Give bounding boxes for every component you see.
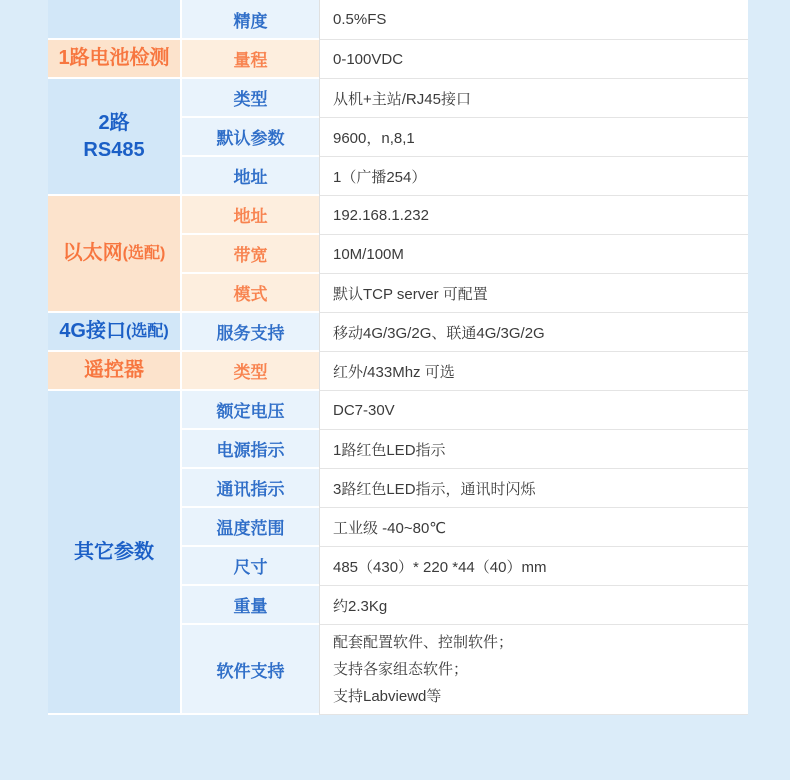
param-cell — [182, 508, 319, 547]
param-label: 通讯指示 — [216, 480, 285, 499]
table-row — [182, 79, 748, 118]
category-label-suffix: (选配) — [126, 323, 169, 340]
param-cell — [182, 118, 319, 157]
value-cell — [319, 430, 748, 469]
value-text: 192.168.1.232 — [333, 206, 429, 224]
value-cell — [319, 391, 748, 430]
table-row — [182, 274, 748, 313]
value-cell — [319, 40, 748, 79]
param-label: 地址 — [233, 207, 268, 226]
category-label: 以太网 — [62, 242, 123, 264]
category-cell — [48, 352, 182, 391]
param-label: 服务支持 — [216, 324, 285, 343]
value-text: 从机+主站/RJ45接口 — [333, 90, 471, 108]
value-text: 0-100VDC — [333, 50, 404, 68]
spec-table — [48, 0, 748, 715]
param-cell — [182, 625, 319, 715]
value-text-line3: 支持Labviewd等 — [333, 688, 442, 705]
value-text: 移动4G/3G/2G、联通4G/3G/2G — [333, 324, 545, 342]
param-label: 软件支持 — [216, 661, 285, 681]
table-row — [182, 235, 748, 274]
category-cell — [48, 391, 182, 715]
value-text: 红外/433Mhz 可选 — [333, 363, 455, 381]
table-row — [182, 625, 748, 715]
category-cell — [48, 313, 182, 352]
value-text: 3路红色LED指示，通讯时闪烁 — [333, 480, 536, 498]
category-label: 其它参数 — [74, 540, 154, 563]
category-label-suffix: (选配) — [122, 245, 166, 262]
param-cell — [182, 0, 319, 40]
value-text: 默认TCP server 可配置 — [333, 285, 488, 303]
value-cell — [319, 157, 748, 196]
value-cell — [319, 547, 748, 586]
value-cell — [319, 118, 748, 157]
param-cell — [182, 391, 319, 430]
category-cell — [48, 196, 182, 313]
value-text: 485（430）* 220 *44（40）mm — [333, 558, 547, 576]
param-label: 电源指示 — [216, 441, 285, 460]
group-rows — [182, 352, 748, 391]
category-label: 1路电池检测 — [58, 47, 170, 69]
value-cell — [319, 79, 748, 118]
spec-group-ethernet — [48, 196, 748, 313]
group-rows — [182, 40, 748, 79]
param-cell — [182, 469, 319, 508]
table-row — [182, 118, 748, 157]
spec-group-remote — [48, 352, 748, 391]
value-text: DC7-30V — [333, 401, 395, 419]
param-cell — [182, 547, 319, 586]
param-cell — [182, 79, 319, 118]
value-cell — [319, 274, 748, 313]
param-cell — [182, 586, 319, 625]
table-row — [182, 352, 748, 391]
table-row — [182, 547, 748, 586]
param-cell — [182, 157, 319, 196]
table-row — [182, 430, 748, 469]
group-rows — [182, 79, 748, 196]
value-cell — [319, 235, 748, 274]
table-row — [182, 586, 748, 625]
value-text: 0.5%FS — [333, 11, 387, 28]
category-cell — [48, 40, 182, 79]
param-label: 类型 — [233, 90, 268, 109]
spec-group-rs485 — [48, 79, 748, 196]
value-text: 工业级 -40~80℃ — [333, 519, 447, 537]
value-text: 1路红色LED指示 — [333, 441, 446, 459]
table-row — [182, 157, 748, 196]
table-row — [182, 469, 748, 508]
param-label: 精度 — [233, 11, 268, 31]
param-cell — [182, 274, 319, 313]
param-label: 温度范围 — [216, 519, 285, 538]
group-rows — [182, 391, 748, 715]
table-row — [182, 313, 748, 352]
table-row — [182, 196, 748, 235]
param-label: 地址 — [233, 168, 268, 187]
param-label: 带宽 — [233, 246, 268, 265]
table-row — [182, 508, 748, 547]
value-text: 10M/100M — [333, 245, 404, 263]
value-cell — [319, 625, 748, 715]
param-label: 模式 — [233, 285, 268, 304]
param-label: 类型 — [233, 363, 268, 382]
category-cell — [48, 79, 182, 196]
spec-group-other — [48, 391, 748, 715]
value-cell — [319, 313, 748, 352]
category-label-line2: RS485 — [83, 138, 145, 161]
category-cell — [48, 0, 182, 40]
value-cell — [319, 469, 748, 508]
value-text: 约2.3Kg — [333, 597, 388, 615]
param-cell — [182, 352, 319, 391]
value-cell — [319, 352, 748, 391]
param-label: 额定电压 — [216, 402, 285, 421]
param-cell — [182, 430, 319, 469]
group-rows — [182, 0, 748, 40]
value-text-line1: 配套配置软件、控制软件； — [333, 634, 514, 651]
param-cell — [182, 235, 319, 274]
value-text: 9600，n,8,1 — [333, 129, 415, 147]
table-row — [182, 391, 748, 430]
param-label: 默认参数 — [216, 129, 285, 148]
value-text: 1（广播254） — [333, 168, 427, 186]
group-rows — [182, 313, 748, 352]
table-row — [182, 0, 748, 40]
category-label: 4G接口 — [59, 320, 126, 342]
table-row — [182, 40, 748, 79]
value-cell — [319, 508, 748, 547]
param-cell — [182, 196, 319, 235]
spec-group-top — [48, 0, 748, 40]
spec-group-battery — [48, 40, 748, 79]
param-cell — [182, 40, 319, 79]
param-label: 重量 — [233, 597, 268, 616]
category-label: 遥控器 — [84, 359, 144, 381]
value-cell — [319, 0, 748, 40]
value-text-line2: 支持各家组态软件； — [333, 661, 469, 678]
value-cell — [319, 196, 748, 235]
param-label: 量程 — [233, 51, 268, 70]
value-cell — [319, 586, 748, 625]
param-cell — [182, 313, 319, 352]
param-label: 尺寸 — [233, 558, 268, 577]
category-label-line1: 2路 — [98, 111, 130, 134]
spec-group-4g — [48, 313, 748, 352]
group-rows — [182, 196, 748, 313]
